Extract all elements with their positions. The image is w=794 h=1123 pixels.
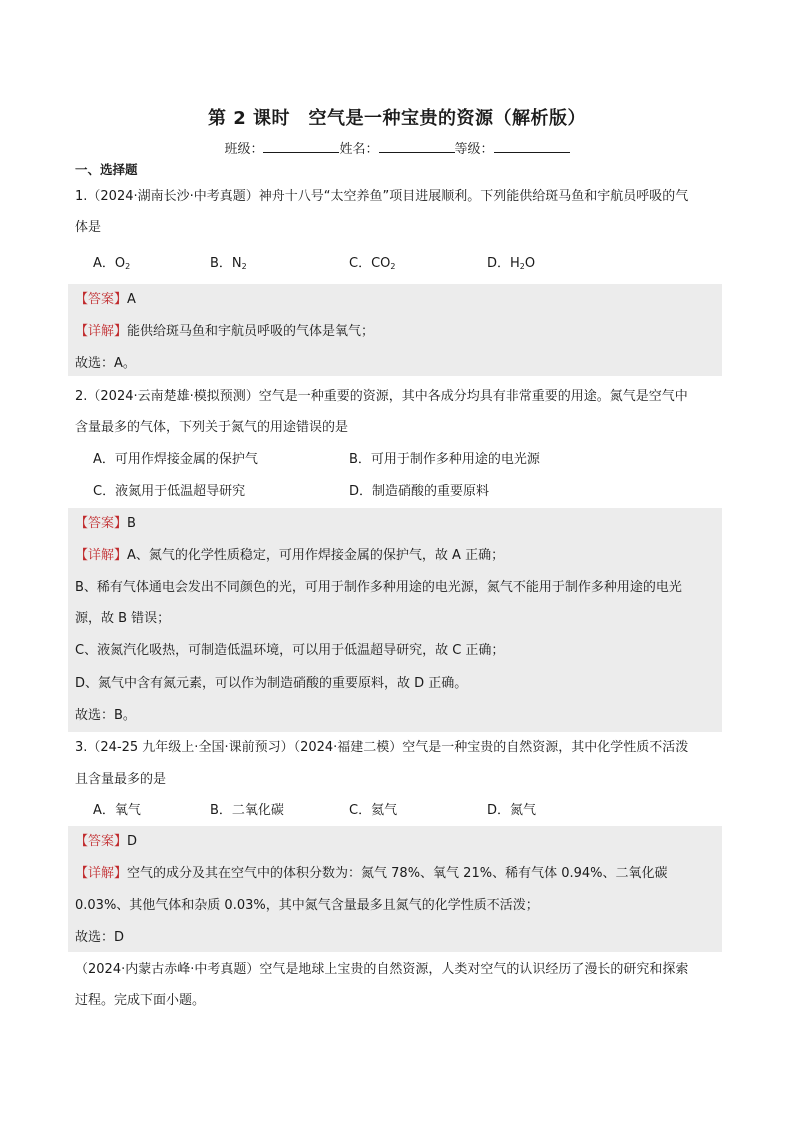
q3-option-d: D．氮气 — [487, 803, 537, 818]
q3-option-c: C．氦气 — [349, 803, 398, 818]
q3-option-b: B．二氧化碳 — [210, 803, 284, 818]
q2-detail-d: D、氮气中含有氮元素，可以作为制造硝酸的重要原料，故 D 正确。 — [75, 676, 468, 691]
grade-blank[interactable] — [494, 140, 570, 153]
q3-stem-line2: 且含量最多的是 — [75, 772, 167, 787]
q2-stem-line1: 2.（2024·云南楚雄·模拟预测）空气是一种重要的资源，其中各成分均具有非常重要的用途。氮气是空气中 — [75, 389, 688, 404]
q1-option-d: D．$H_2O$ — [487, 256, 536, 271]
student-info-line — [0, 138, 794, 157]
grade-label: 等级： — [454, 142, 494, 157]
q1-option-a: A．$O_2$ — [93, 256, 131, 271]
q1-answer: 【答案】A — [75, 292, 136, 307]
q1-option-c: C．$CO_2$ — [349, 256, 396, 271]
q2-option-a: A．可用作焊接金属的保护气 — [93, 452, 258, 467]
q2-detail-b: B、稀有气体通电会发出不同颜色的光，可用于制作多种用途的电光源，氮气不能用于制作多种用途的电光 — [75, 580, 682, 595]
q2-answer: 【答案】B — [75, 516, 136, 531]
q3-detail-cont: 0.03%、其他气体和杂质 0.03%，其中氮气含量最多且氮气的化学性质不活泼； — [75, 898, 539, 913]
q3-conclusion: 故选：D — [75, 930, 125, 945]
page-title: 第 2 课时 空气是一种宝贵的资源（解析版） — [207, 108, 587, 129]
name-blank[interactable] — [379, 140, 455, 153]
q2-detail-a: 【详解】A、氮气的化学性质稳定，可用作焊接金属的保护气，故 A 正确； — [75, 548, 505, 563]
q2-option-d: D．制造硝酸的重要原料 — [349, 484, 490, 499]
q2-option-c: C．液氮用于低温超导研究 — [93, 484, 246, 499]
q2-detail-b-cont: 源，故 B 错误； — [75, 611, 171, 626]
class-label: 班级： — [224, 142, 264, 157]
q3-detail: 【详解】空气的成分及其在空气中的体积分数为：氮气 78%、氧气 21%、稀有气体 0.94%、二氧化碳 — [75, 866, 668, 881]
q1-detail: 【详解】能供给斑马鱼和宇航员呼吸的气体是氧气； — [75, 324, 375, 339]
q2-stem-line2: 含量最多的气体，下列关于氮气的用途错误的是 — [75, 420, 349, 435]
name-label: 姓名： — [339, 142, 379, 157]
q1-conclusion: 故选：A。 — [75, 356, 136, 371]
q2-conclusion: 故选：B。 — [75, 708, 136, 723]
section-heading: 一、选择题 — [75, 162, 138, 177]
q4-stem-line1: （2024·内蒙古赤峰·中考真题）空气是地球上宝贵的自然资源，人类对空气的认识经历了漫长的研究和探索 — [75, 962, 689, 977]
q1-stem-line2: 体是 — [75, 220, 102, 235]
q3-option-a: A．氧气 — [93, 803, 141, 818]
q3-answer: 【答案】D — [75, 834, 138, 849]
q1-stem-line1: 1.（2024·湖南长沙·中考真题）神舟十八号“太空养鱼”项目进展顺利。下列能供给斑马鱼和宇航员呼吸的气 — [75, 189, 689, 204]
q2-detail-c: C、液氮汽化吸热，可制造低温环境，可以用于低温超导研究，故 C 正确； — [75, 643, 505, 658]
q1-option-b: B．$N_2$ — [210, 256, 247, 271]
q2-option-b: B．可用于制作多种用途的电光源 — [349, 452, 540, 467]
class-blank[interactable] — [263, 140, 339, 153]
q4-stem-line2: 过程。完成下面小题。 — [75, 993, 206, 1008]
q3-stem-line1: 3.（24-25 九年级上·全国·课前预习）（2024·福建二模）空气是一种宝贵的自然资源，其中化学性质不活泼 — [75, 740, 689, 755]
